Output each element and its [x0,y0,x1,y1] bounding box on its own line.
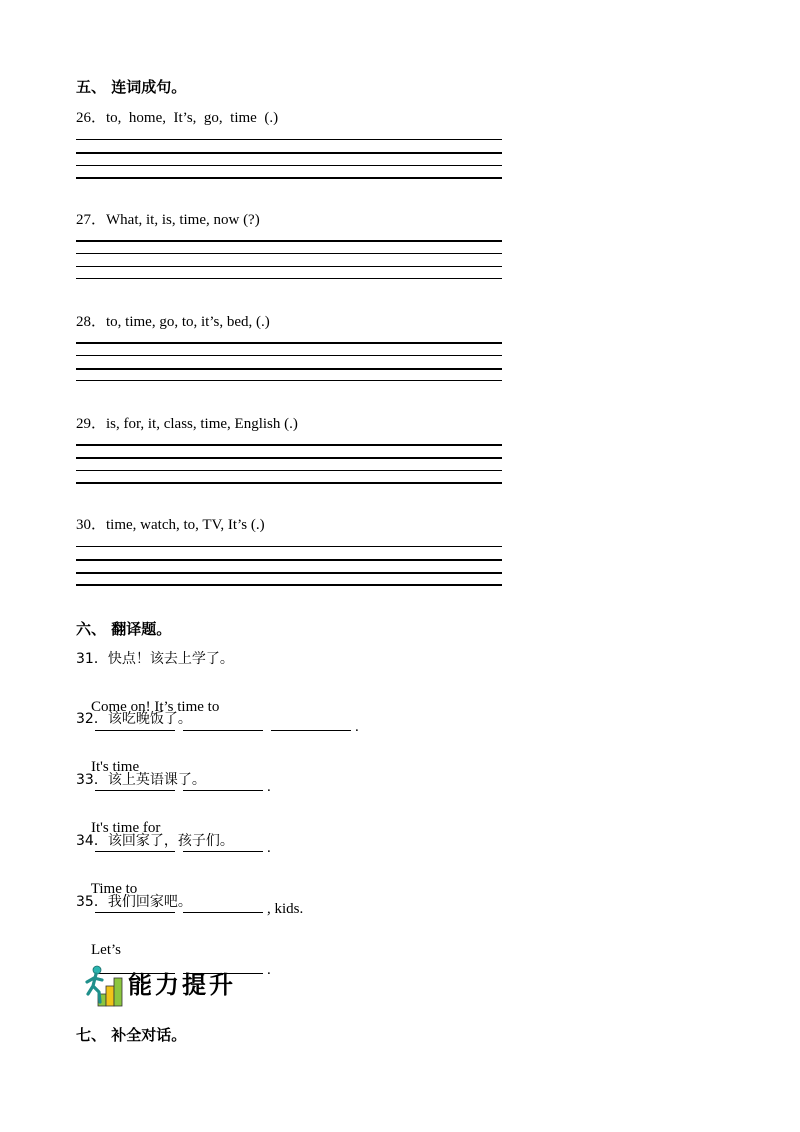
blank-31-2[interactable] [183,716,263,731]
question-29: 29．is, for, it, class, time, English (.) [76,416,298,432]
translation-31-prefix: Come on! It’s time to [91,699,220,715]
translation-35-chinese: 35．我们回家吧。 [76,894,192,910]
ability-banner [84,964,244,1008]
question-27: 27．What, it, is, time, now (?) [76,212,260,228]
translation-33-chinese: 33．该上英语课了。 [76,772,206,788]
question-28: 28．to, time, go, to, it’s, bed, (.) [76,314,270,330]
translation-34-chinese: 34．该回家了，孩子们。 [76,833,234,849]
translation-35-suffix: . [267,962,271,978]
translation-34-suffix: , kids. [267,901,304,917]
translation-31-suffix: . [355,719,359,735]
translation-33-suffix: . [267,840,271,856]
question-26: 26．to, home, It’s, go, time (.) [76,110,279,126]
section-5-title: 五、 连词成句。 [76,78,187,96]
blank-34-2[interactable] [183,898,263,913]
banner-label: 能力提升 [128,971,236,999]
translation-34-prefix: Time to [90,881,138,897]
section-6-title: 六、 翻译题。 [76,620,172,638]
translation-33-prefix: It's time for [91,820,161,836]
blank-31-3[interactable] [271,716,351,731]
translation-35-prefix: Let’s [91,942,121,958]
translation-31-chinese: 31．快点！该去上学了。 [76,651,234,667]
section-7-title: 七、 补全对话。 [76,1026,187,1044]
runner-stairs-icon [84,964,124,1008]
question-30: 30．time, watch, to, TV, It’s (.) [76,517,265,533]
translation-32-chinese: 32．该吃晚饭了。 [76,711,192,727]
translation-32-prefix: It's time [91,759,140,775]
translation-32-suffix: . [267,779,271,795]
